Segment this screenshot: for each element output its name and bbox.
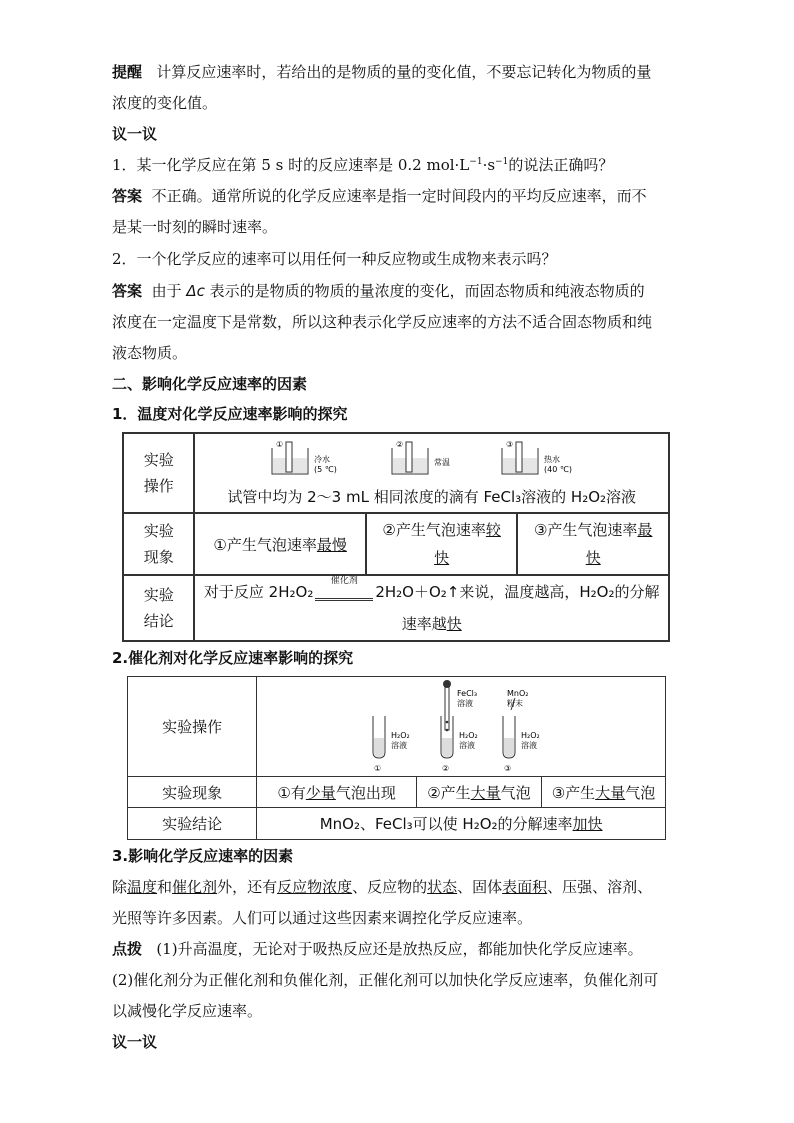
tube-2-reagent: H₂O₂ [459, 730, 478, 740]
row-label-observation-2: 实验现象 [128, 777, 257, 808]
factor-catalyst: 催化剂 [172, 878, 218, 896]
answer-1-line-1 [112, 186, 692, 206]
row-label-observation [123, 513, 194, 575]
answer-2-label: 答案 [112, 282, 143, 300]
row-label-conclusion [123, 575, 194, 641]
obs-text: 气泡出现 [335, 783, 396, 802]
tube-1-num: ① [374, 763, 382, 773]
tube-2-num: ② [442, 763, 450, 773]
question-2-num: 2． [112, 250, 137, 268]
beaker-figures [262, 440, 602, 478]
observation-2-3 [541, 777, 665, 808]
section-2-title: 二、影响化学反应速率的因素 [112, 375, 308, 393]
conc-underline: 快 [446, 615, 462, 633]
conclusion-2-cell [257, 808, 666, 840]
question-2-text: 一个化学反应的速率可以用任何一种反应物或生成物来表示吗？ [136, 250, 557, 268]
obs-text: ①有 [277, 783, 306, 802]
obs-text: ②产生 [427, 783, 471, 802]
test-tube-1 [373, 716, 410, 773]
factors-line-2: 光照等许多因素。人们可以通过这些因素来调控化学反应速率。 [112, 909, 533, 927]
additive-1-state: 溶液 [457, 698, 474, 708]
label-part: 现象 [143, 548, 174, 566]
obs-underline: 快 [585, 549, 601, 567]
tip-line-3: 以减慢化学反应速率。 [112, 1002, 263, 1020]
subsection-3-text: 3.影响化学反应速率的因素 [112, 847, 294, 865]
reaction-arrow [315, 576, 373, 601]
obs-underline: 最 [637, 521, 653, 539]
beaker-2 [392, 440, 450, 474]
obs-text: 气泡 [500, 783, 531, 802]
operation-text: 试管中均为 2～3 mL 相同浓度的滴有 FeCl₃溶液的 H₂O₂溶液 [227, 487, 637, 506]
row-label-operation [123, 433, 194, 513]
factor-surface-area: 表面积 [502, 878, 548, 896]
discussion-heading-1: 议一议 [112, 125, 158, 143]
tubes-cell [257, 677, 666, 777]
factors-text: 和 [157, 878, 173, 896]
answer-1-label: 答案 [112, 187, 143, 205]
factors-text: 、固体 [457, 878, 503, 896]
answer-1-text-1: 不正确。通常所说的化学反应速率是指一定时间段内的平均反应速率，而不 [151, 187, 647, 205]
factors-text: 除 [112, 878, 128, 896]
test-tube-2 [441, 680, 478, 773]
tube-3-solution: 溶液 [521, 740, 538, 750]
temperature-table [122, 432, 670, 642]
tip-line-2: (2)催化剂分为正催化剂和负催化剂，正催化剂可以加快化学反应速率，负催化剂可 [112, 971, 659, 989]
tube-3-num: ③ [504, 763, 512, 773]
fig-label-1: ① [275, 439, 283, 449]
question-1-sup1: −1 [469, 157, 483, 167]
tube-2-solution: 溶液 [459, 740, 476, 750]
label-part: 实验 [143, 522, 174, 540]
row-label-conclusion-2: 实验结论 [128, 808, 257, 840]
operation-cell [194, 433, 669, 513]
conc-text: 2H₂O＋O₂↑来说，温度越高，H₂O₂的分解 [375, 583, 660, 601]
answer-2-t1b: 表示的是物质的物质的量浓度的变化，而固态物质和纯液态物质的 [204, 282, 645, 300]
answer-2-t1a: 由于 [151, 282, 187, 300]
subsection-2-text: 2.催化剂对化学反应速率影响的探究 [112, 649, 354, 667]
beaker-1 [272, 440, 337, 474]
question-2 [112, 249, 692, 269]
obs-underline: 较 [485, 521, 501, 539]
tube-1-solution: 溶液 [391, 740, 408, 750]
obs-underline: 大量 [470, 783, 501, 802]
fig-temp-1: (5 ℃) [313, 464, 337, 474]
obs-underline: 少量 [305, 783, 336, 802]
reminder-label: 提醒 [112, 63, 143, 81]
conclusion-cell [194, 575, 669, 641]
obs-text: 气泡 [625, 783, 656, 802]
tip-line-1 [112, 939, 692, 959]
answer-2-line-2: 浓度在一定温度下是常数，所以这种表示化学反应速率的方法不适合固态物质和纯 [112, 313, 653, 331]
factors-text: 、压强、溶剂、 [547, 878, 653, 896]
fig-water-1: 冷水 [313, 454, 330, 464]
tip-label: 点拨 [112, 940, 143, 958]
conc-underline: 加快 [572, 815, 603, 833]
reminder-line-2: 浓度的变化值。 [112, 94, 218, 112]
label-part: 实验 [143, 451, 174, 469]
obs-text: ③产生气泡速率 [533, 521, 638, 539]
conc-text: 对于反应 2H₂O₂ [203, 583, 314, 601]
obs-text: ②产生气泡速率 [382, 521, 486, 539]
answer-1-line-2: 是某一时刻的瞬时速率。 [112, 218, 278, 236]
tip-text-1: (1)升高温度，无论对于吸热反应还是放热反应，都能加快化学反应速率。 [156, 940, 643, 958]
subsection-2 [112, 648, 692, 668]
question-1 [112, 155, 692, 175]
delta-c: Δc [186, 282, 205, 300]
factor-state: 状态 [427, 878, 458, 896]
fig-label-2: ② [395, 439, 403, 449]
subsection-3 [112, 846, 692, 866]
observation-3 [517, 513, 669, 575]
factors-text: 、反应物的 [352, 878, 428, 896]
observation-2 [366, 513, 518, 575]
row-label-operation-2: 实验操作 [128, 677, 257, 777]
fig-label-3: ③ [505, 439, 513, 449]
factors-line-1 [112, 877, 692, 897]
label-part: 操作 [143, 477, 174, 495]
test-tube-figures [361, 680, 561, 774]
additive-1: FeCl₃ [457, 688, 478, 698]
observation-1 [194, 513, 365, 575]
fig-water-2: 常温 [433, 457, 450, 467]
additive-2-state: 粉末 [507, 698, 524, 708]
factor-temperature: 温度 [127, 878, 158, 896]
fig-water-3: 热水 [543, 454, 560, 464]
obs-text: ③产生 [551, 783, 596, 802]
tube-1-reagent: H₂O₂ [391, 730, 410, 740]
additive-2: MnO₂ [507, 688, 529, 698]
test-tube-3 [503, 689, 540, 773]
obs-underline: 最慢 [316, 535, 347, 554]
question-1-text-a: 某一化学反应在第 5 s 时的反应速率是 0.2 mol·L [136, 156, 470, 174]
beaker-3 [502, 440, 572, 474]
answer-2-line-1 [112, 281, 692, 301]
conc-text: MnO₂、FeCl₃可以使 H₂O₂的分解速率 [319, 815, 573, 833]
catalyst-label: 催化剂 [330, 576, 358, 586]
observation-2-2 [416, 777, 541, 808]
subsection-1 [112, 404, 692, 424]
tube-3-reagent: H₂O₂ [521, 730, 540, 740]
answer-2-line-3: 液态物质。 [112, 344, 188, 362]
subsection-1-text: 1．温度对化学反应速率影响的探究 [112, 405, 348, 423]
label-part: 结论 [143, 612, 174, 630]
question-1-mid: ·s [482, 156, 496, 174]
factors-text: 外，还有 [217, 878, 278, 896]
reminder-text: 计算反应速率时，若给出的是物质的量的变化值，不要忘记转化为物质的量 [156, 63, 652, 81]
question-1-text-b: 的说法正确吗？ [508, 156, 614, 174]
obs-underline: 快 [434, 549, 450, 567]
conc-text: 速率越 [401, 615, 447, 633]
question-1-num: 1． [112, 156, 137, 174]
observation-2-1 [257, 777, 417, 808]
factor-concentration: 反应物浓度 [277, 878, 353, 896]
label-part: 实验 [143, 586, 174, 604]
fig-temp-3: (40 ℃) [543, 464, 572, 474]
question-1-sup2: −1 [495, 157, 509, 167]
discussion-heading-2: 议一议 [112, 1033, 158, 1051]
obs-text: ①产生气泡速率 [213, 535, 317, 554]
obs-underline: 大量 [595, 783, 626, 802]
catalyst-table [127, 676, 666, 840]
reminder-line-1 [112, 62, 692, 82]
